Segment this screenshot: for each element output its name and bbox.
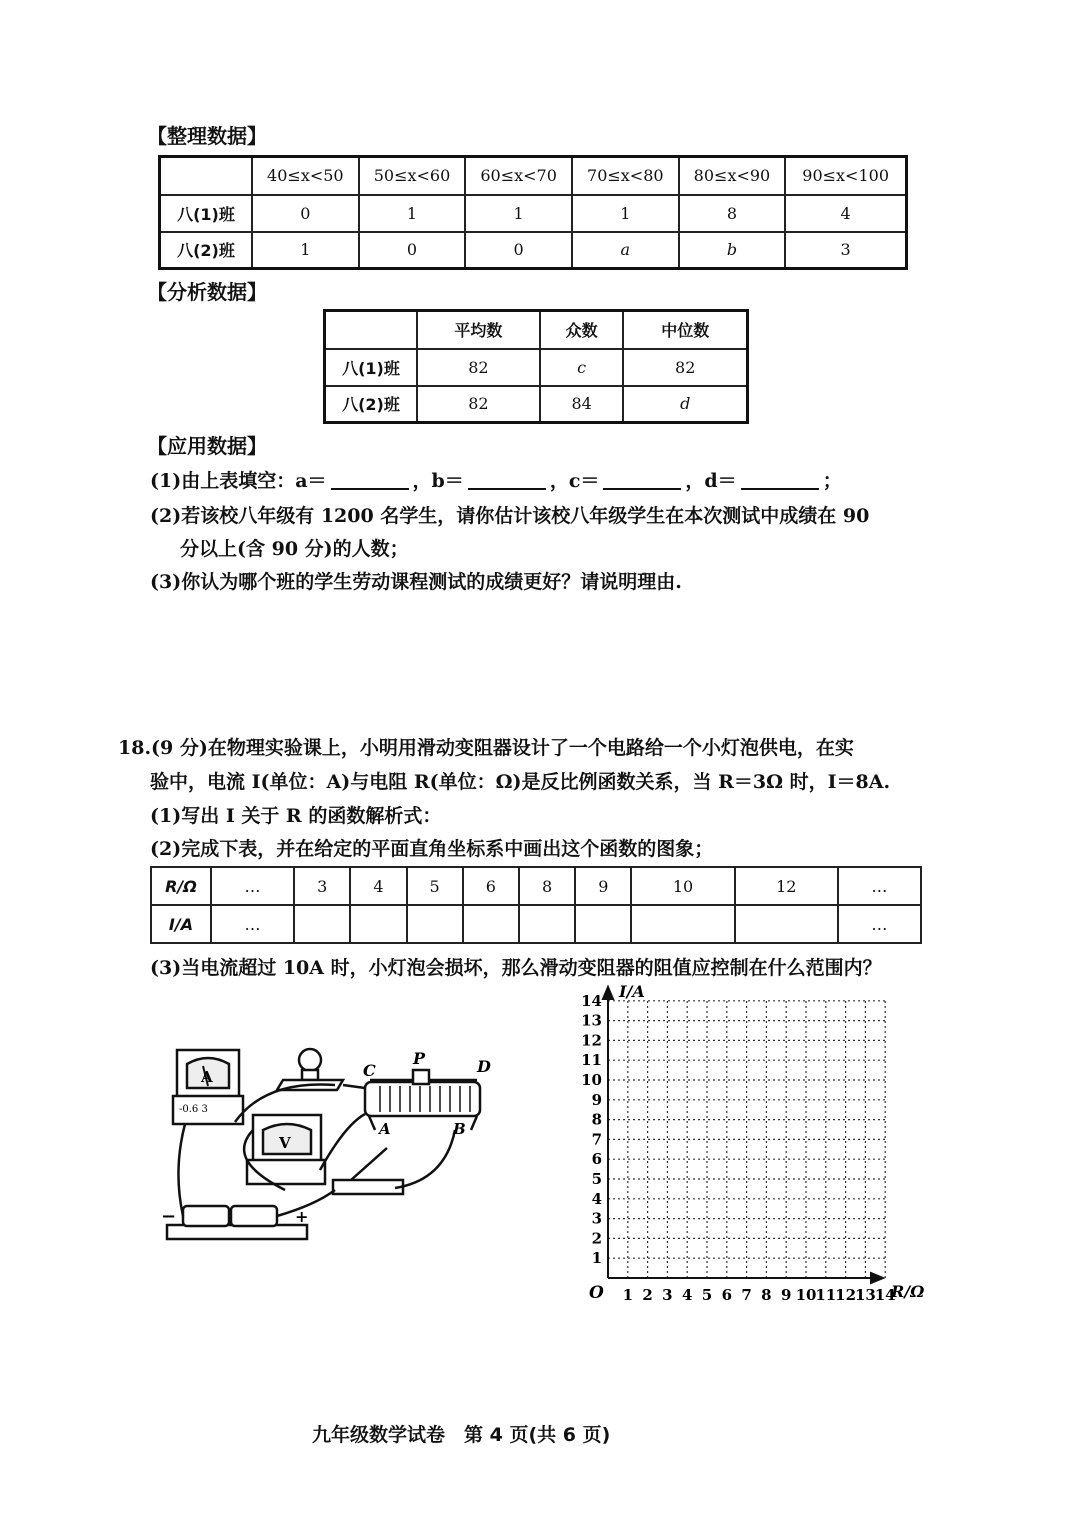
y-tick-label: 5 <box>591 1170 602 1188</box>
x-tick-label: 8 <box>761 1286 772 1304</box>
terminal-c-label: C <box>363 1061 376 1080</box>
table-cell: 4 <box>350 867 406 905</box>
y-axis-arrow <box>603 987 613 999</box>
table-cell: 82 <box>623 349 747 386</box>
answer-cell[interactable] <box>519 905 575 943</box>
x-tick-label: 10 <box>795 1286 817 1304</box>
battery-minus-label: − <box>161 1206 177 1227</box>
row-label: 八(2)班 <box>325 386 418 423</box>
q1-c: ，c＝ <box>549 470 600 492</box>
x-tick-label: 13 <box>854 1286 876 1304</box>
answer-blank-b[interactable] <box>468 470 546 490</box>
table-header: 40≤x<50 <box>252 157 359 195</box>
row-label: 八(1)班 <box>160 195 253 232</box>
row-label: 八(2)班 <box>160 232 253 269</box>
table-cell: 3 <box>294 867 350 905</box>
voltmeter-label: V <box>279 1134 291 1152</box>
slider-p-label: P <box>413 1049 426 1068</box>
table-cell: … <box>211 905 294 943</box>
organize-title: 【整理数据】 <box>147 124 267 148</box>
x-tick-label: 6 <box>721 1286 733 1304</box>
table-cell: d <box>623 386 747 423</box>
table-cell: … <box>838 867 921 905</box>
table-row <box>151 867 921 905</box>
answer-blank-d[interactable] <box>741 470 819 490</box>
x-axis-label: R/Ω <box>891 1282 925 1301</box>
table-cell: 9 <box>575 867 631 905</box>
table-header: 众数 <box>540 311 624 349</box>
row-label: 八(1)班 <box>325 349 418 386</box>
table-cell: 84 <box>540 386 624 423</box>
bulb-icon <box>299 1049 321 1071</box>
table-corner <box>325 311 418 349</box>
battery-cell <box>231 1206 277 1226</box>
wire <box>178 1124 185 1216</box>
apply-question-1 <box>150 466 842 493</box>
table-header: 中位数 <box>623 311 747 349</box>
terminal-a-label: A <box>379 1120 391 1138</box>
q18-line1: 18.(9 分)在物理实验课上，小明用滑动变阻器设计了一个电路给一个小灯泡供电，在实 <box>118 737 854 759</box>
y-tick-label: 10 <box>581 1071 602 1089</box>
table-cell: 0 <box>359 232 466 269</box>
q18-line2: 验中，电流 I(单位：A)与电阻 R(单位：Ω)是反比例函数关系，当 R＝3Ω 时，I＝8A. <box>150 771 891 793</box>
x-tick-label: 1 <box>622 1286 634 1304</box>
answer-cell[interactable] <box>294 905 350 943</box>
table-cell: 5 <box>407 867 463 905</box>
table-cell: a <box>572 232 679 269</box>
x-tick-label: 11 <box>815 1286 837 1304</box>
battery-cell <box>183 1206 229 1226</box>
origin-label: O <box>589 1283 604 1303</box>
table-cell: 1 <box>252 232 359 269</box>
table-cell: 8 <box>519 867 575 905</box>
apply-question-3: (3)你认为哪个班的学生劳动课程测试的成绩更好？请说明理由. <box>150 571 682 593</box>
switch-base <box>333 1180 403 1194</box>
answer-cell[interactable] <box>463 905 519 943</box>
x-tick-label: 14 <box>874 1286 896 1304</box>
ri-table <box>150 866 922 944</box>
table-cell: c <box>540 349 624 386</box>
rheostat-slider <box>413 1070 429 1084</box>
x-axis-arrow <box>871 1273 883 1283</box>
statistics-table <box>323 309 749 424</box>
q18-sub2: (2)完成下表，并在给定的平面直角坐标系中画出这个函数的图象； <box>150 838 714 860</box>
terminal-d-label: D <box>477 1057 491 1076</box>
x-tick-label: 9 <box>780 1286 792 1304</box>
rheostat-body <box>365 1082 480 1116</box>
coordinate-grid <box>575 975 940 1305</box>
terminal-b-label: B <box>453 1120 466 1138</box>
table-cell: 3 <box>785 232 906 269</box>
table-header: 90≤x<100 <box>785 157 906 195</box>
switch-lever <box>351 1148 387 1180</box>
y-tick-label: 14 <box>581 991 602 1010</box>
table-header: 平均数 <box>417 311 540 349</box>
y-tick-label: 11 <box>581 1051 602 1070</box>
table-row <box>151 905 921 943</box>
x-tick-label: 2 <box>642 1286 653 1304</box>
q18-sub1: (1)写出 I 关于 R 的函数解析式： <box>150 805 442 827</box>
table-row <box>160 232 907 269</box>
y-tick-label: 13 <box>581 1011 602 1030</box>
table-cell: 12 <box>735 867 838 905</box>
ammeter-label: A <box>201 1068 213 1086</box>
page-footer: 九年级数学试卷 第 4 页(共 6 页) <box>312 1424 611 1446</box>
circuit-diagram <box>155 1030 555 1255</box>
y-tick-label: 4 <box>591 1189 602 1208</box>
x-tick-label: 5 <box>701 1286 713 1304</box>
table-cell: … <box>838 905 921 943</box>
y-tick-label: 3 <box>591 1209 602 1228</box>
y-tick-label: 1 <box>591 1249 602 1268</box>
x-tick-label: 4 <box>681 1286 693 1304</box>
y-tick-label: 6 <box>591 1150 602 1169</box>
wire <box>343 1085 365 1088</box>
answer-cell[interactable] <box>735 905 838 943</box>
table-cell: 1 <box>465 195 572 232</box>
answer-cell[interactable] <box>407 905 463 943</box>
table-cell: 4 <box>785 195 906 232</box>
table-header: 50≤x<60 <box>359 157 466 195</box>
row-label: I/A <box>151 905 211 943</box>
table-header: 60≤x<70 <box>465 157 572 195</box>
battery-plus-label: + <box>295 1207 309 1226</box>
y-tick-label: 8 <box>591 1110 602 1129</box>
table-cell: 82 <box>417 386 540 423</box>
table-header: 80≤x<90 <box>679 157 786 195</box>
q1-b: ，b＝ <box>412 470 464 492</box>
ammeter-scale: -0.6 3 <box>179 1104 208 1115</box>
table-row <box>325 349 748 386</box>
y-axis-label: I/A <box>619 982 645 1001</box>
answer-cell[interactable] <box>575 905 631 943</box>
table-row <box>325 386 748 423</box>
analyze-title: 【分析数据】 <box>147 280 267 304</box>
table-cell: 0 <box>252 195 359 232</box>
answer-blank-c[interactable] <box>603 470 681 490</box>
x-tick-label: 3 <box>662 1286 673 1304</box>
y-tick-label: 12 <box>581 1031 602 1050</box>
answer-blank-a[interactable] <box>331 470 409 490</box>
y-tick-label: 7 <box>591 1130 602 1149</box>
table-cell: b <box>679 232 786 269</box>
table-row <box>160 195 907 232</box>
wire <box>320 1114 365 1170</box>
x-tick-label: 7 <box>741 1286 752 1304</box>
table-cell: 1 <box>359 195 466 232</box>
table-cell: 8 <box>679 195 786 232</box>
table-header: 70≤x<80 <box>572 157 679 195</box>
frequency-table <box>158 155 908 270</box>
x-tick-label: 12 <box>835 1286 857 1304</box>
q1-prefix: (1)由上表填空：a＝ <box>150 470 327 492</box>
q1-d: ，d＝ <box>685 470 737 492</box>
table-cell: 1 <box>572 195 679 232</box>
q1-end: ； <box>822 470 842 492</box>
table-corner <box>160 157 253 195</box>
table-cell: 82 <box>417 349 540 386</box>
q18-sub3: (3)当电流超过 10A 时，小灯泡会损坏，那么滑动变阻器的阻值应控制在什么范围内？ <box>150 957 882 979</box>
y-tick-label: 9 <box>591 1090 602 1109</box>
row-label: R/Ω <box>151 867 211 905</box>
table-cell: 0 <box>465 232 572 269</box>
table-cell: 10 <box>631 867 734 905</box>
y-tick-label: 2 <box>591 1229 602 1248</box>
table-cell: … <box>211 867 294 905</box>
apply-question-2-line2: 分以上(含 90 分)的人数； <box>180 538 409 560</box>
table-cell: 6 <box>463 867 519 905</box>
apply-question-2-line1: (2)若该校八年级有 1200 名学生，请你估计该校八年级学生在本次测试中成绩在 90 <box>150 505 870 527</box>
answer-cell[interactable] <box>350 905 406 943</box>
apply-title: 【应用数据】 <box>147 434 267 458</box>
answer-cell[interactable] <box>631 905 734 943</box>
